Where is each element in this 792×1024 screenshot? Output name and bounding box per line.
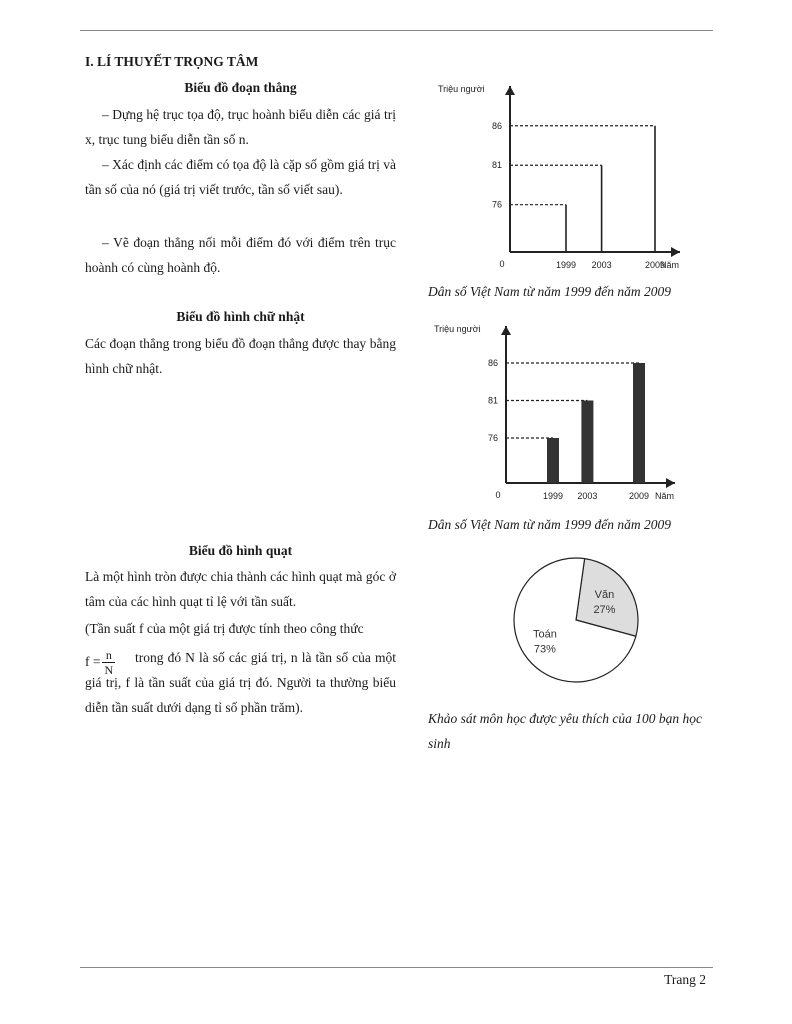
bullet-3: – Vẽ đoạn thẳng nối mỗi điểm đó với điểm trên trục hoành có cùng hoành độ. <box>85 235 396 275</box>
y-tick-label: 81 <box>491 160 502 171</box>
x-axis-arrow <box>671 247 680 257</box>
x-axis-arrow <box>666 478 675 488</box>
formula-numerator: n <box>102 648 115 663</box>
x-axis-label: Năm <box>655 491 675 501</box>
page-number: Trang 2 <box>664 972 706 987</box>
x-tick-label: 1999 <box>555 260 577 270</box>
bottom-rule <box>80 967 713 968</box>
pie-chart-caption: Khảo sát môn học được yêu thích của 100 bạn học sinh <box>428 711 703 751</box>
y-tick-label: 86 <box>491 120 502 131</box>
bar <box>633 363 645 483</box>
bar-chart-caption: Dân số Việt Nam từ năm 1999 đến năm 2009 <box>428 517 671 532</box>
y-tick-label: 76 <box>487 433 498 443</box>
bullet-2: – Xác định các điểm có tọa độ là cặp số gồm giá trị và tần số của nó (giá trị viết trước, tần số viết sau). <box>85 157 396 197</box>
pie-slice-label: Toán <box>533 628 557 641</box>
pie-chart-heading: Biểu đồ hình quạt <box>188 543 293 558</box>
line-chart <box>430 80 710 275</box>
y-tick-label: 76 <box>491 199 502 210</box>
pie-slice-label: Văn <box>594 589 615 602</box>
line-chart-caption: Dân số Việt Nam từ năm 1999 đến năm 2009 <box>428 284 671 299</box>
y-axis-arrow <box>505 86 515 95</box>
x-tick-label: 2003 <box>591 260 612 270</box>
y-axis-arrow <box>501 326 511 335</box>
pie-slice-percent: 27% <box>593 604 616 617</box>
pie-chart <box>500 550 660 690</box>
bullet-1: – Dựng hệ trục tọa độ, trục hoành biểu diễn các giá trị x, trục tung biểu diễn tần số n. <box>85 107 396 147</box>
x-tick-label: 2009 <box>628 491 650 501</box>
bar <box>581 401 593 484</box>
y-tick-label: 81 <box>487 395 498 406</box>
line-chart-heading: Biểu đồ đoạn thẳng <box>184 80 297 95</box>
x-tick-label: 1999 <box>542 491 564 501</box>
origin-label: 0 <box>495 490 501 500</box>
x-axis-label: Năm <box>660 260 680 270</box>
bar-chart-heading: Biểu đồ hình chữ nhật <box>176 309 305 324</box>
y-tick-label: 86 <box>487 358 498 368</box>
x-tick-label: 2003 <box>577 491 598 501</box>
pie-text-2: (Tần suất f của một giá trị được tính theo công thức <box>85 621 364 636</box>
x-tick-label: 2009 <box>644 260 666 270</box>
bar-chart <box>430 320 710 505</box>
bar <box>547 438 559 483</box>
bar-chart-text: Các đoạn thẳng trong biểu đồ đoạn thẳng được thay bằng hình chữ nhật. <box>85 336 396 376</box>
formula-denominator: N <box>104 663 114 678</box>
y-axis-label: Triệu người <box>438 84 485 94</box>
y-axis-label: Triệu người <box>434 324 481 334</box>
origin-label: 0 <box>499 259 505 269</box>
pie-text-3: trong đó N là số các giá trị, n là tần số của một giá trị, f là tần suất của giá trị đó. Người ta thường biểu diễn tần suất dưới dạng tỉ số phần trăm). <box>85 650 396 715</box>
formula-lhs: f = <box>85 654 101 669</box>
pie-slice-percent: 73% <box>533 643 556 656</box>
top-rule <box>80 30 713 31</box>
pie-text-1: Là một hình tròn được chia thành các hình quạt mà góc ở tâm của các hình quạt tỉ lệ với tần suất. <box>85 569 396 609</box>
section-title: I. LÍ THUYẾT TRỌNG TÂM <box>85 54 259 69</box>
